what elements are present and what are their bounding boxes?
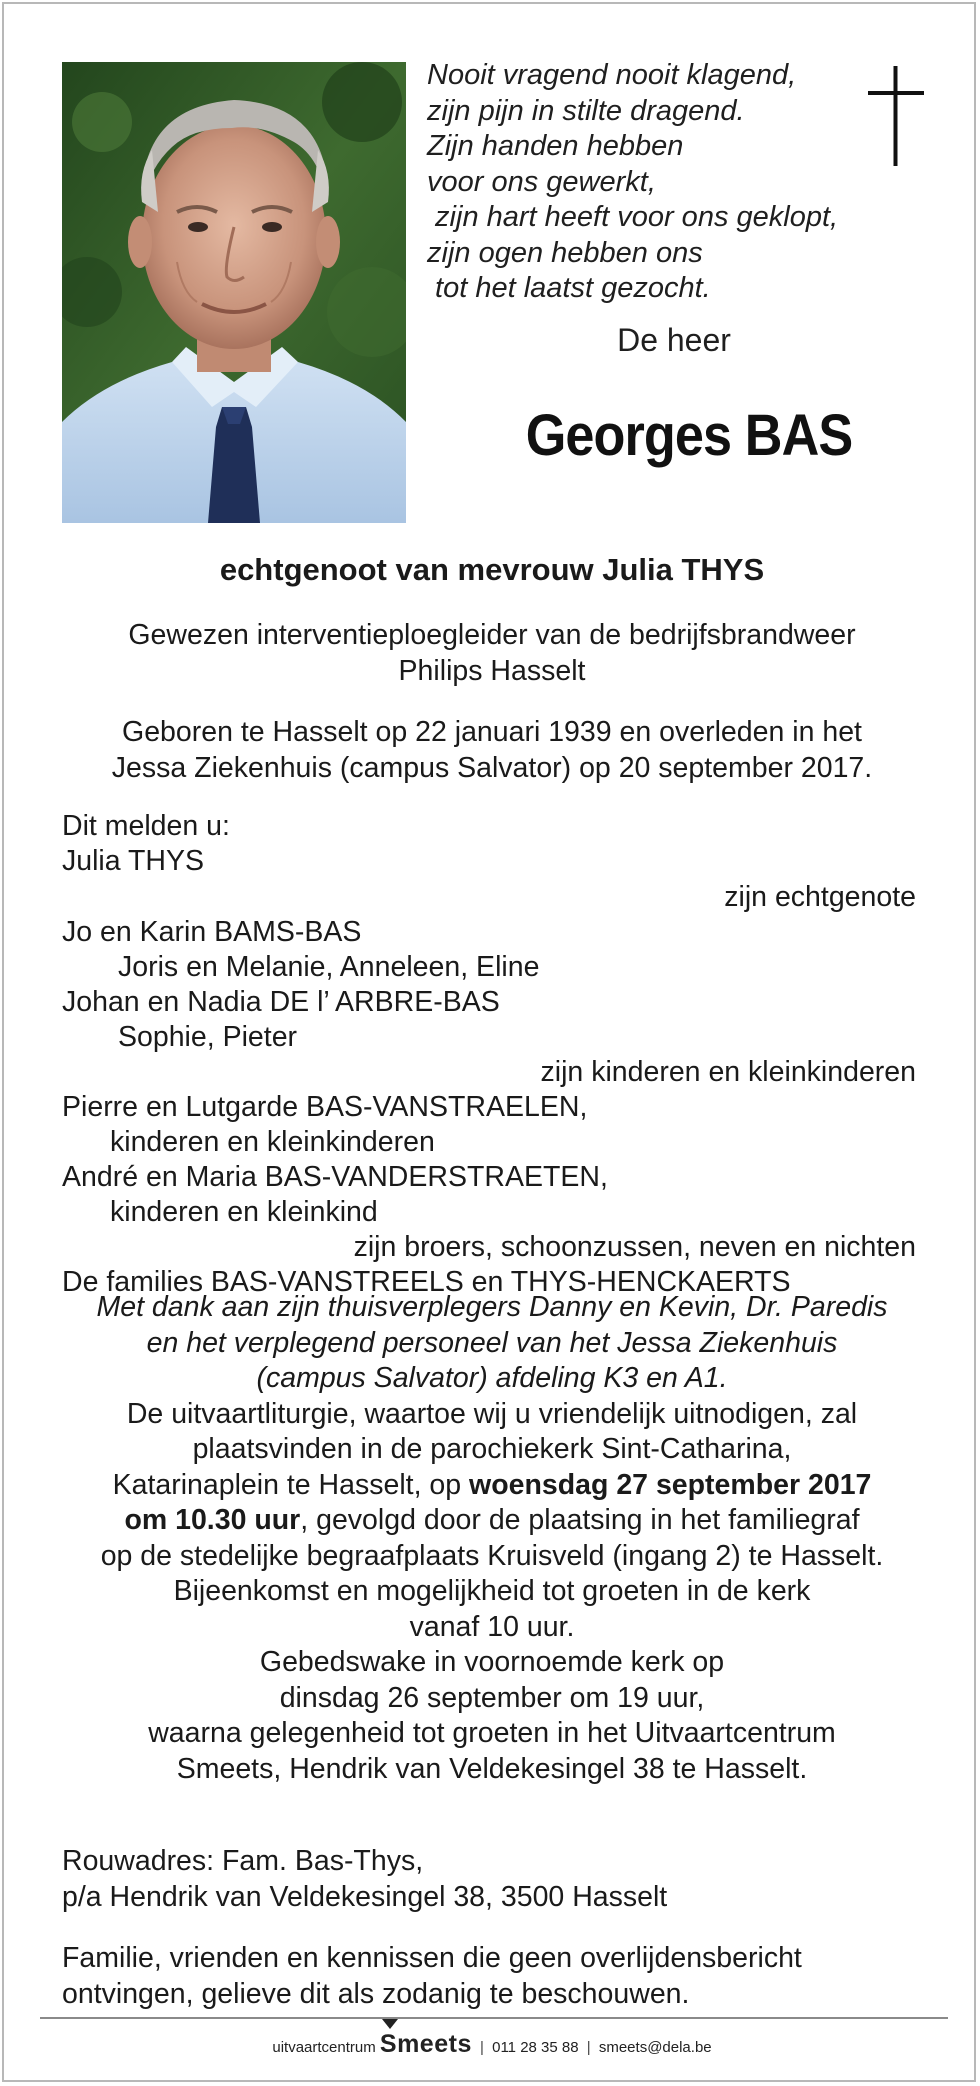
closing-line: Familie, vrienden en kennissen die geen overlijdensbericht (62, 1942, 802, 1974)
footer-phone: 011 28 35 88 (492, 2039, 579, 2056)
funeral-line: vanaf 10 uur. (409, 1610, 575, 1643)
thanks-line: Met dank aan zijn thuisverplegers Danny en Kevin, Dr. Paredis (96, 1291, 888, 1323)
honorific: De heer (617, 322, 731, 358)
relation-label: zijn kinderen en kleinkinderen (540, 1056, 916, 1088)
mourner-line: De families BAS-VANSTREELS en THYS-HENCKAERTS (62, 1266, 791, 1298)
footer-arrow-icon (382, 2019, 398, 2029)
poem-line: zijn pijn in stilte dragend. (427, 94, 745, 127)
footer-email: smeets@dela.be (598, 2039, 712, 2056)
footer-separator: | (586, 2039, 591, 2056)
funeral-line: waarna gelegenheid tot groeten in het Uitvaartcentrum (148, 1717, 836, 1749)
deceased-name: Georges BAS (525, 403, 853, 468)
poem-line: Nooit vragend nooit klagend, (427, 59, 797, 91)
funeral-line (34, 1503, 950, 1539)
occupation (44, 618, 940, 689)
poem-line: tot het laatst gezocht. (427, 272, 711, 304)
portrait-photo (62, 62, 406, 523)
poem (427, 58, 857, 307)
relation-label: zijn echtgenote (724, 881, 916, 913)
occupation-line: Gewezen interventieploegleider van de bedrijfsbrandweer (128, 619, 856, 651)
poem-line: zijn hart heeft voor ons geklopt, (427, 201, 839, 233)
address-line: Rouwadres: Fam. Bas-Thys, (62, 1845, 424, 1877)
relation-label: zijn broers, schoonzussen, neven en nichten (353, 1231, 916, 1263)
poem-line: zijn ogen hebben ons (427, 236, 703, 269)
funeral-line (34, 1468, 950, 1504)
mourner-line: kinderen en kleinkind (110, 1196, 378, 1228)
funeral-text: , gevolgd door de plaatsing in het familiegraf (300, 1504, 860, 1536)
birth-death-line: Geboren te Hasselt op 22 januari 1939 en overleden in het (122, 716, 862, 748)
funeral-line: De uitvaartliturgie, waartoe wij u vriendelijk uitnodigen, zal (126, 1397, 858, 1430)
mourner-line: Pierre en Lutgarde BAS-VANSTRAELEN, (62, 1091, 588, 1123)
occupation-line: Philips Hasselt (398, 654, 586, 687)
thanks-and-funeral (34, 1290, 950, 1787)
footer-brand-name: Smeets (379, 2030, 472, 2058)
footer-divider (40, 2017, 948, 2019)
thanks-line: (campus Salvator) afdeling K3 en A1. (256, 1362, 728, 1394)
funeral-line: op de stedelijke begraafplaats Kruisveld (ingang 2) te Hasselt. (100, 1539, 884, 1572)
closing-note (62, 1941, 802, 2012)
announcement-intro: Dit melden u: (62, 810, 230, 842)
birth-death (44, 715, 940, 786)
funeral-line: plaatsvinden in de parochiekerk Sint-Catharina, (192, 1433, 792, 1465)
spouse-line: echtgenoot van mevrouw Julia THYS (219, 552, 765, 587)
footer-separator: | (480, 2039, 484, 2056)
mourner-line: Sophie, Pieter (118, 1021, 298, 1053)
address-line: p/a Hendrik van Veldekesingel 38, 3500 Hasselt (62, 1880, 668, 1913)
mourner-line: Johan en Nadia DE l’ ARBRE-BAS (62, 986, 500, 1018)
mourner-line: Joris en Melanie, Anneleen, Eline (118, 951, 540, 983)
mourner-line: André en Maria BAS-VANDERSTRAETEN, (62, 1161, 608, 1193)
funeral-text: Katarinaplein te Hasselt, op (112, 1468, 470, 1501)
mourner-line: kinderen en kleinkinderen (110, 1126, 435, 1158)
footer-brand: uitvaartcentrum (272, 2039, 376, 2056)
mourning-address (62, 1844, 667, 1915)
mourner-line: Jo en Karin BAMS-BAS (62, 916, 362, 948)
poem-line: Zijn handen hebben (427, 130, 684, 162)
funeral-date: woensdag 27 september 2017 (469, 1468, 872, 1501)
footer (4, 2030, 980, 2059)
funeral-line: dinsdag 26 september om 19 uur, (279, 1681, 705, 1714)
thanks-line: en het verplegend personeel van het Jessa Ziekenhuis (146, 1326, 838, 1359)
funeral-line: Smeets, Hendrik van Veldekesingel 38 te Hasselt. (176, 1752, 808, 1785)
funeral-time: om 10.30 uur (124, 1504, 301, 1536)
funeral-line: Bijeenkomst en mogelijkheid tot groeten in de kerk (173, 1575, 811, 1607)
obituary-card (2, 2, 976, 2082)
poem-line: voor ons gewerkt, (427, 165, 656, 198)
birth-death-line: Jessa Ziekenhuis (campus Salvator) op 20 september 2017. (111, 751, 873, 784)
cross-icon (866, 66, 926, 166)
funeral-line: Gebedswake in voornoemde kerk op (259, 1646, 725, 1678)
closing-line: ontvingen, gelieve dit als zodanig te beschouwen. (62, 1977, 690, 2010)
mourner-line: Julia THYS (62, 845, 205, 877)
